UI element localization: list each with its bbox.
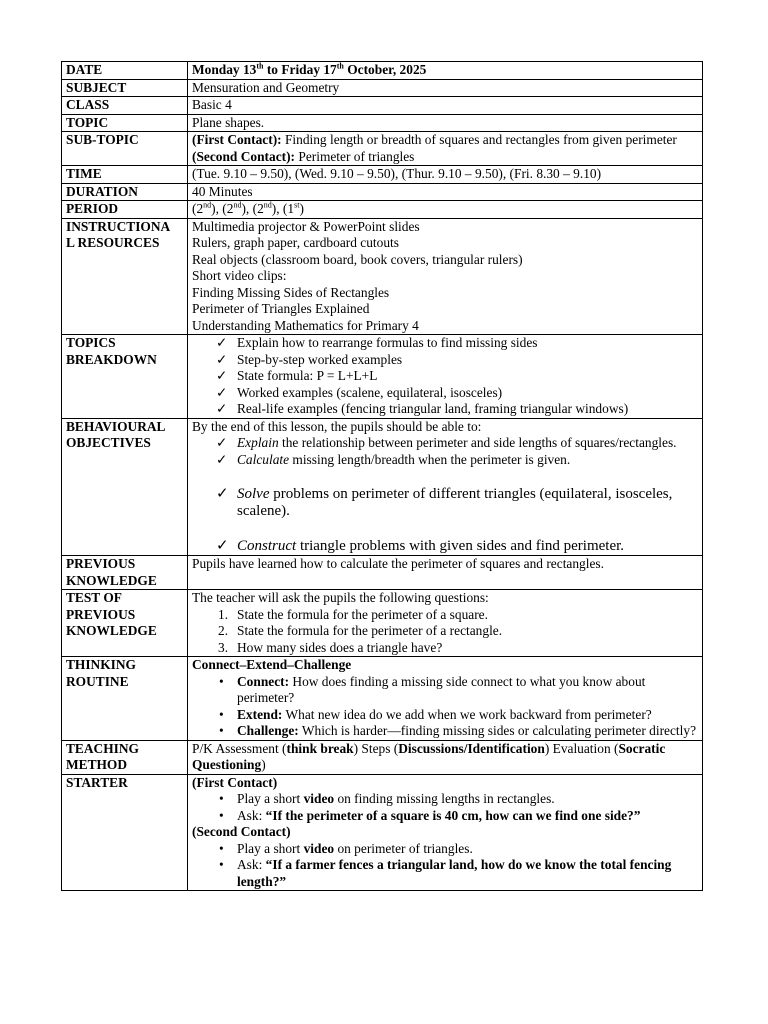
bullet-icon: • [219,706,224,722]
breakdown-label: TOPICS BREAKDOWN [62,335,188,419]
list-item: • Extend: What new idea do we add when we work backward from perimeter? [219,706,652,722]
list-item: ✓ Calculate missing length/breadth when the perimeter is given. [216,451,571,467]
subtopic-first-text: Finding length or breadth of squares and rectangles from given perimeter [281,132,677,147]
subject-label: SUBJECT [62,79,188,97]
table-row [62,335,703,419]
subtopic-label: SUB-TOPIC [62,132,188,166]
table-row [62,774,703,891]
previous-label: PREVIOUS KNOWLEDGE [62,556,188,590]
subtopic-second-prefix: (Second Contact): [192,148,296,164]
list-item: ✓ Solve problems on perimeter of different triangles (equilateral, isosceles, scalene). [216,486,673,519]
list-item: • Ask: “If a farmer fences a triangular land, how do we know the total fencing length?” [219,857,672,889]
time-value: (Tue. 9.10 – 9.50), (Wed. 9.10 – 9.50), (Thur. 9.10 – 9.50), (Fri. 8.30 – 9.10) [188,166,703,184]
previous-value: Pupils have learned how to calculate the perimeter of squares and rectangles. [188,556,703,590]
objectives-value [188,418,703,556]
resource-line: Real objects (classroom board, book covers, triangular rulers) [192,251,523,267]
starter-second-heading: (Second Contact) [192,824,291,839]
bullet-icon: • [219,673,224,689]
list-item: 2. State the formula for the perimeter of a rectangle. [218,623,503,638]
period-label: PERIOD [62,201,188,219]
check-icon: ✓ [216,486,229,502]
table-row [62,97,703,115]
bullet-icon: • [219,857,224,872]
date-label: DATE [62,62,188,80]
topic-label: TOPIC [62,114,188,132]
list-item: • Play a short video on finding missing lengths in rectangles. [219,791,555,806]
list-item: ✓ Explain the relationship between perimeter and side lengths of squares/rectangles. [216,435,677,450]
resources-value [188,218,703,335]
bullet-icon: • [219,807,224,823]
list-item: ✓ Worked examples (scalene, equilateral, isosceles) [216,384,503,400]
table-row [62,657,703,741]
resource-line: Rulers, graph paper, cardboard cutouts [192,235,399,250]
check-icon: ✓ [216,351,228,367]
bullet-icon: • [219,723,224,738]
table-row [62,114,703,132]
table-row [62,79,703,97]
list-item: ✓ Step-by-step worked examples [216,351,403,367]
check-icon: ✓ [216,384,228,400]
table-row [62,132,703,166]
table-row [62,183,703,201]
subject-value: Mensuration and Geometry [188,79,703,97]
date-value: Monday 13th to Friday 17th October, 2025 [188,62,703,80]
list-item: ✓ State formula: P = L+L+L [216,368,378,383]
check-icon: ✓ [216,401,228,416]
subtopic-second-text: Perimeter of triangles [295,148,415,164]
thinking-title: Connect–Extend–Challenge [192,657,352,672]
table-row [62,418,703,556]
list-item: ✓ Explain how to rearrange formulas to find missing sides [216,335,538,350]
table-row [62,740,703,774]
objectives-intro: By the end of this lesson, the pupils should be able to: [192,418,482,434]
duration-label: DURATION [62,183,188,201]
test-previous-value [188,590,703,657]
class-value: Basic 4 [188,97,703,115]
list-item: • Challenge: Which is harder—finding missing sides or calculating perimeter directly? [219,723,697,738]
check-icon: ✓ [216,538,229,554]
check-icon: ✓ [216,435,228,450]
bullet-icon: • [219,840,224,856]
resource-line: Short video clips: [192,268,287,283]
table-row [62,166,703,184]
class-label: CLASS [62,97,188,115]
resource-line: Multimedia projector & PowerPoint slides [192,218,420,234]
check-icon: ✓ [216,451,228,467]
subtopic-first-prefix: (First Contact): [192,132,282,147]
topic-value: Plane shapes. [188,114,703,132]
bullet-icon: • [219,791,224,806]
lesson-plan-table [61,61,703,891]
method-label: TEACHING METHOD [62,740,188,774]
check-icon: ✓ [216,368,228,383]
resource-line: Perimeter of Triangles Explained [192,301,370,316]
list-item: 3. How many sides does a triangle have? [218,639,443,655]
check-icon: ✓ [216,335,228,350]
list-item: ✓ Construct triangle problems with given sides and find perimeter. [216,538,625,554]
subtopic-value [188,132,703,166]
starter-value [188,774,703,891]
test-intro: The teacher will ask the pupils the following questions: [192,590,489,605]
objectives-label: BEHAVIOURAL OBJECTIVES [62,418,188,556]
thinking-label: THINKING ROUTINE [62,657,188,741]
table-row [62,590,703,657]
list-item: • Connect: How does finding a missing side connect to what you know about perimeter? [219,673,646,705]
method-value: P/K Assessment (think break) Steps (Discussions/Identification) Evaluation (Socratic Questioning) [188,740,703,774]
breakdown-value [188,335,703,419]
list-item: • Play a short video on perimeter of triangles. [219,840,473,856]
table-row [62,201,703,219]
time-label: TIME [62,166,188,184]
starter-label: STARTER [62,774,188,891]
table-row [62,62,703,80]
list-item: ✓ Real-life examples (fencing triangular land, framing triangular windows) [216,401,629,416]
resource-line: Understanding Mathematics for Primary 4 [192,317,419,333]
resource-line: Finding Missing Sides of Rectangles [192,284,390,300]
thinking-value [188,657,703,741]
table-row [62,218,703,335]
resources-label: INSTRUCTIONA L RESOURCES [62,218,188,335]
test-previous-label: TEST OF PREVIOUS KNOWLEDGE [62,590,188,657]
table-row [62,556,703,590]
duration-value: 40 Minutes [188,183,703,201]
starter-first-heading: (First Contact) [192,774,278,790]
list-item: • Ask: “If the perimeter of a square is 40 cm, how can we find one side?” [219,807,641,823]
list-item: 1. State the formula for the perimeter of a square. [218,606,488,622]
period-value: (2nd), (2nd), (2nd), (1st) [188,201,703,219]
